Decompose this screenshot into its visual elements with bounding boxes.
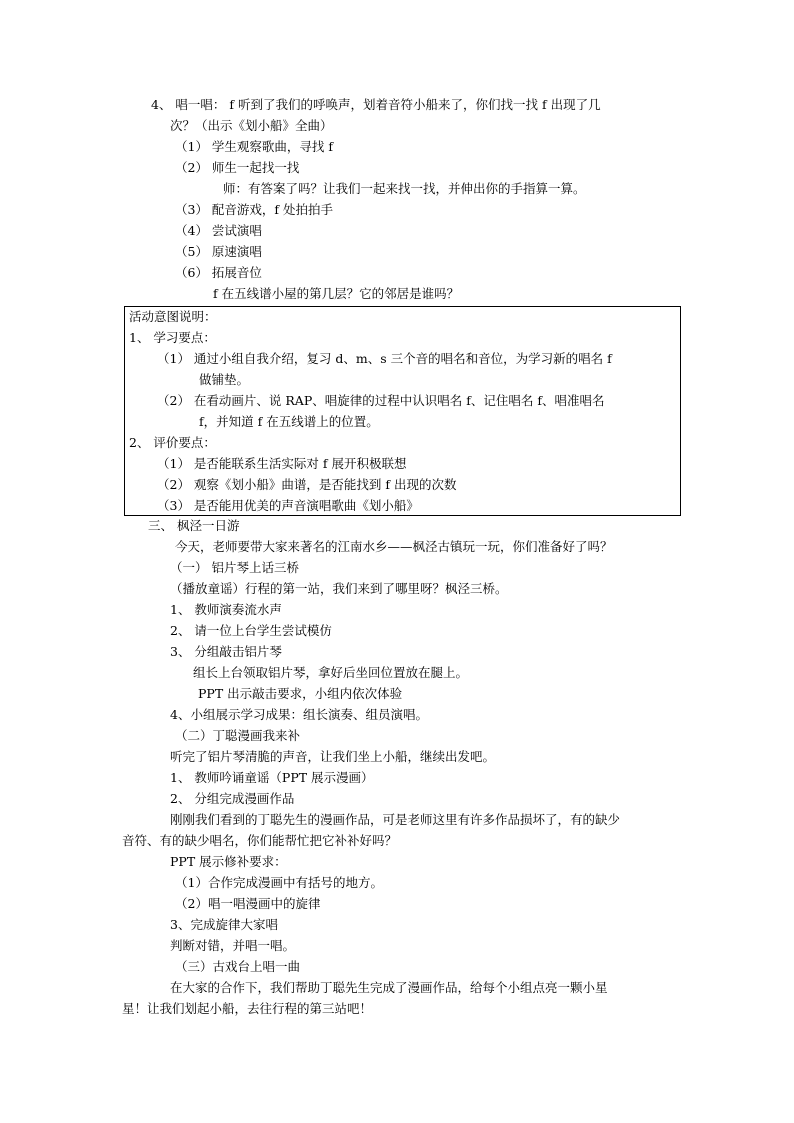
box-evaluation-point-1: （1） 是否能联系生活实际对 f 展开积极联想 <box>157 456 407 471</box>
line-step-1: （1） 学生观察歌曲，寻找 f <box>175 139 334 154</box>
box-learning-point-1-cont: 做铺垫。 <box>199 372 250 387</box>
line-first-stop: （播放童谣）行程的第一站，我们来到了哪里呀？枫泾三桥。 <box>170 581 508 596</box>
box-evaluation-point-2: （2） 观察《划小船》曲谱，是否能找到 f 出现的次数 <box>157 477 457 492</box>
box-learning-points: 1、 学习要点： <box>129 330 216 345</box>
line-step-3: （3） 配音游戏，f 处拍拍手 <box>175 202 334 217</box>
line-comic-intro: 刚刚我们看到的丁聪先生的漫画作品，可是老师这里有许多作品损坏了，有的缺少 <box>170 812 621 827</box>
line-sub1-step-1: 1、 教师演奏流水声 <box>170 602 282 617</box>
box-learning-point-2-cont: f，并知道 f 在五线谱上的位置。 <box>199 414 379 429</box>
line-sub2-step-2: 2、 分组完成漫画作品 <box>170 791 295 806</box>
line-comic-intro-cont: 音符、有的缺少唱名，你们能帮忙把它补补好吗？ <box>122 833 398 848</box>
line-ppt-requirements: PPT 展示修补要求： <box>170 854 287 869</box>
section-heading-3: 三、 枫泾一日游 <box>148 518 240 533</box>
line-sing-intro-cont: 次？（出示《划小船》全曲） <box>170 118 333 133</box>
line-sub2-step-1: 1、 教师吟诵童谣（PPT 展示漫画） <box>170 770 374 785</box>
line-sub1-step-4: 4、小组展示学习成果：组长演奏、组员演唱。 <box>170 707 428 722</box>
line-requirement-1: （1）合作完成漫画中有括号的地方。 <box>175 875 383 890</box>
box-learning-point-1: （1） 通过小组自我介绍，复习 d、m、s 三个音的唱名和音位，为学习新的唱名 f <box>157 351 612 366</box>
subsection-3-heading: （三）古戏台上唱一曲 <box>175 959 301 974</box>
box-title: 活动意图说明： <box>129 309 217 324</box>
activity-intent-box <box>124 306 681 516</box>
subsection-1-heading: （一） 铝片琴上话三桥 <box>170 560 299 575</box>
subsection-2-heading: （二）丁聪漫画我来补 <box>175 728 301 743</box>
line-closing: 在大家的合作下，我们帮助丁聪先生完成了漫画作品，给每个小组点亮一颗小星 <box>170 980 608 995</box>
line-sing-intro: 4、 唱一唱： f 听到了我们的呼唤声，划着音符小船来了，你们找一找 f 出现了几 <box>151 97 601 112</box>
line-step-4: （4） 尝试演唱 <box>175 223 262 238</box>
line-step-5: （5） 原速演唱 <box>175 244 262 259</box>
line-teacher-question: 师：有答案了吗？让我们一起来找一找，并伸出你的手指算一算。 <box>223 181 586 196</box>
line-step-6-question: f 在五线谱小屋的第几层？它的邻居是谁吗？ <box>213 286 460 301</box>
line-step-6: （6） 拓展音位 <box>175 265 262 280</box>
line-intro-trip: 今天，老师要带大家来著名的江南水乡——枫泾古镇玩一玩，你们准备好了吗？ <box>175 539 613 554</box>
line-sub1-step-2: 2、 请一位上台学生尝试模仿 <box>170 623 332 638</box>
line-sub1-step-3-detail-a: 组长上台领取铝片琴，拿好后坐回位置放在腿上。 <box>193 665 469 680</box>
line-requirement-2: （2）唱一唱漫画中的旋律 <box>175 896 321 911</box>
box-evaluation-point-3: （3） 是否能用优美的声音演唱歌曲《划小船》 <box>157 498 419 513</box>
box-evaluation-points: 2、 评价要点： <box>129 435 216 450</box>
line-sub2-step-3: 3、完成旋律大家唱 <box>170 917 278 932</box>
line-closing-cont: 星！让我们划起小船，去往行程的第三站吧！ <box>122 1001 373 1016</box>
line-step-2: （2） 师生一起找一找 <box>175 160 300 175</box>
line-judge: 判断对错，并唱一唱。 <box>170 938 296 953</box>
line-sub1-step-3: 3、 分组敲击铝片琴 <box>170 644 282 659</box>
line-continue-trip: 听完了铝片琴清脆的声音，让我们坐上小船，继续出发吧。 <box>170 749 496 764</box>
line-sub1-step-3-detail-b: PPT 出示敲击要求，小组内依次体验 <box>198 686 403 701</box>
box-learning-point-2: （2） 在看动画片、说 RAP、唱旋律的过程中认识唱名 f、记住唱名 f、唱准唱名 <box>157 393 605 408</box>
